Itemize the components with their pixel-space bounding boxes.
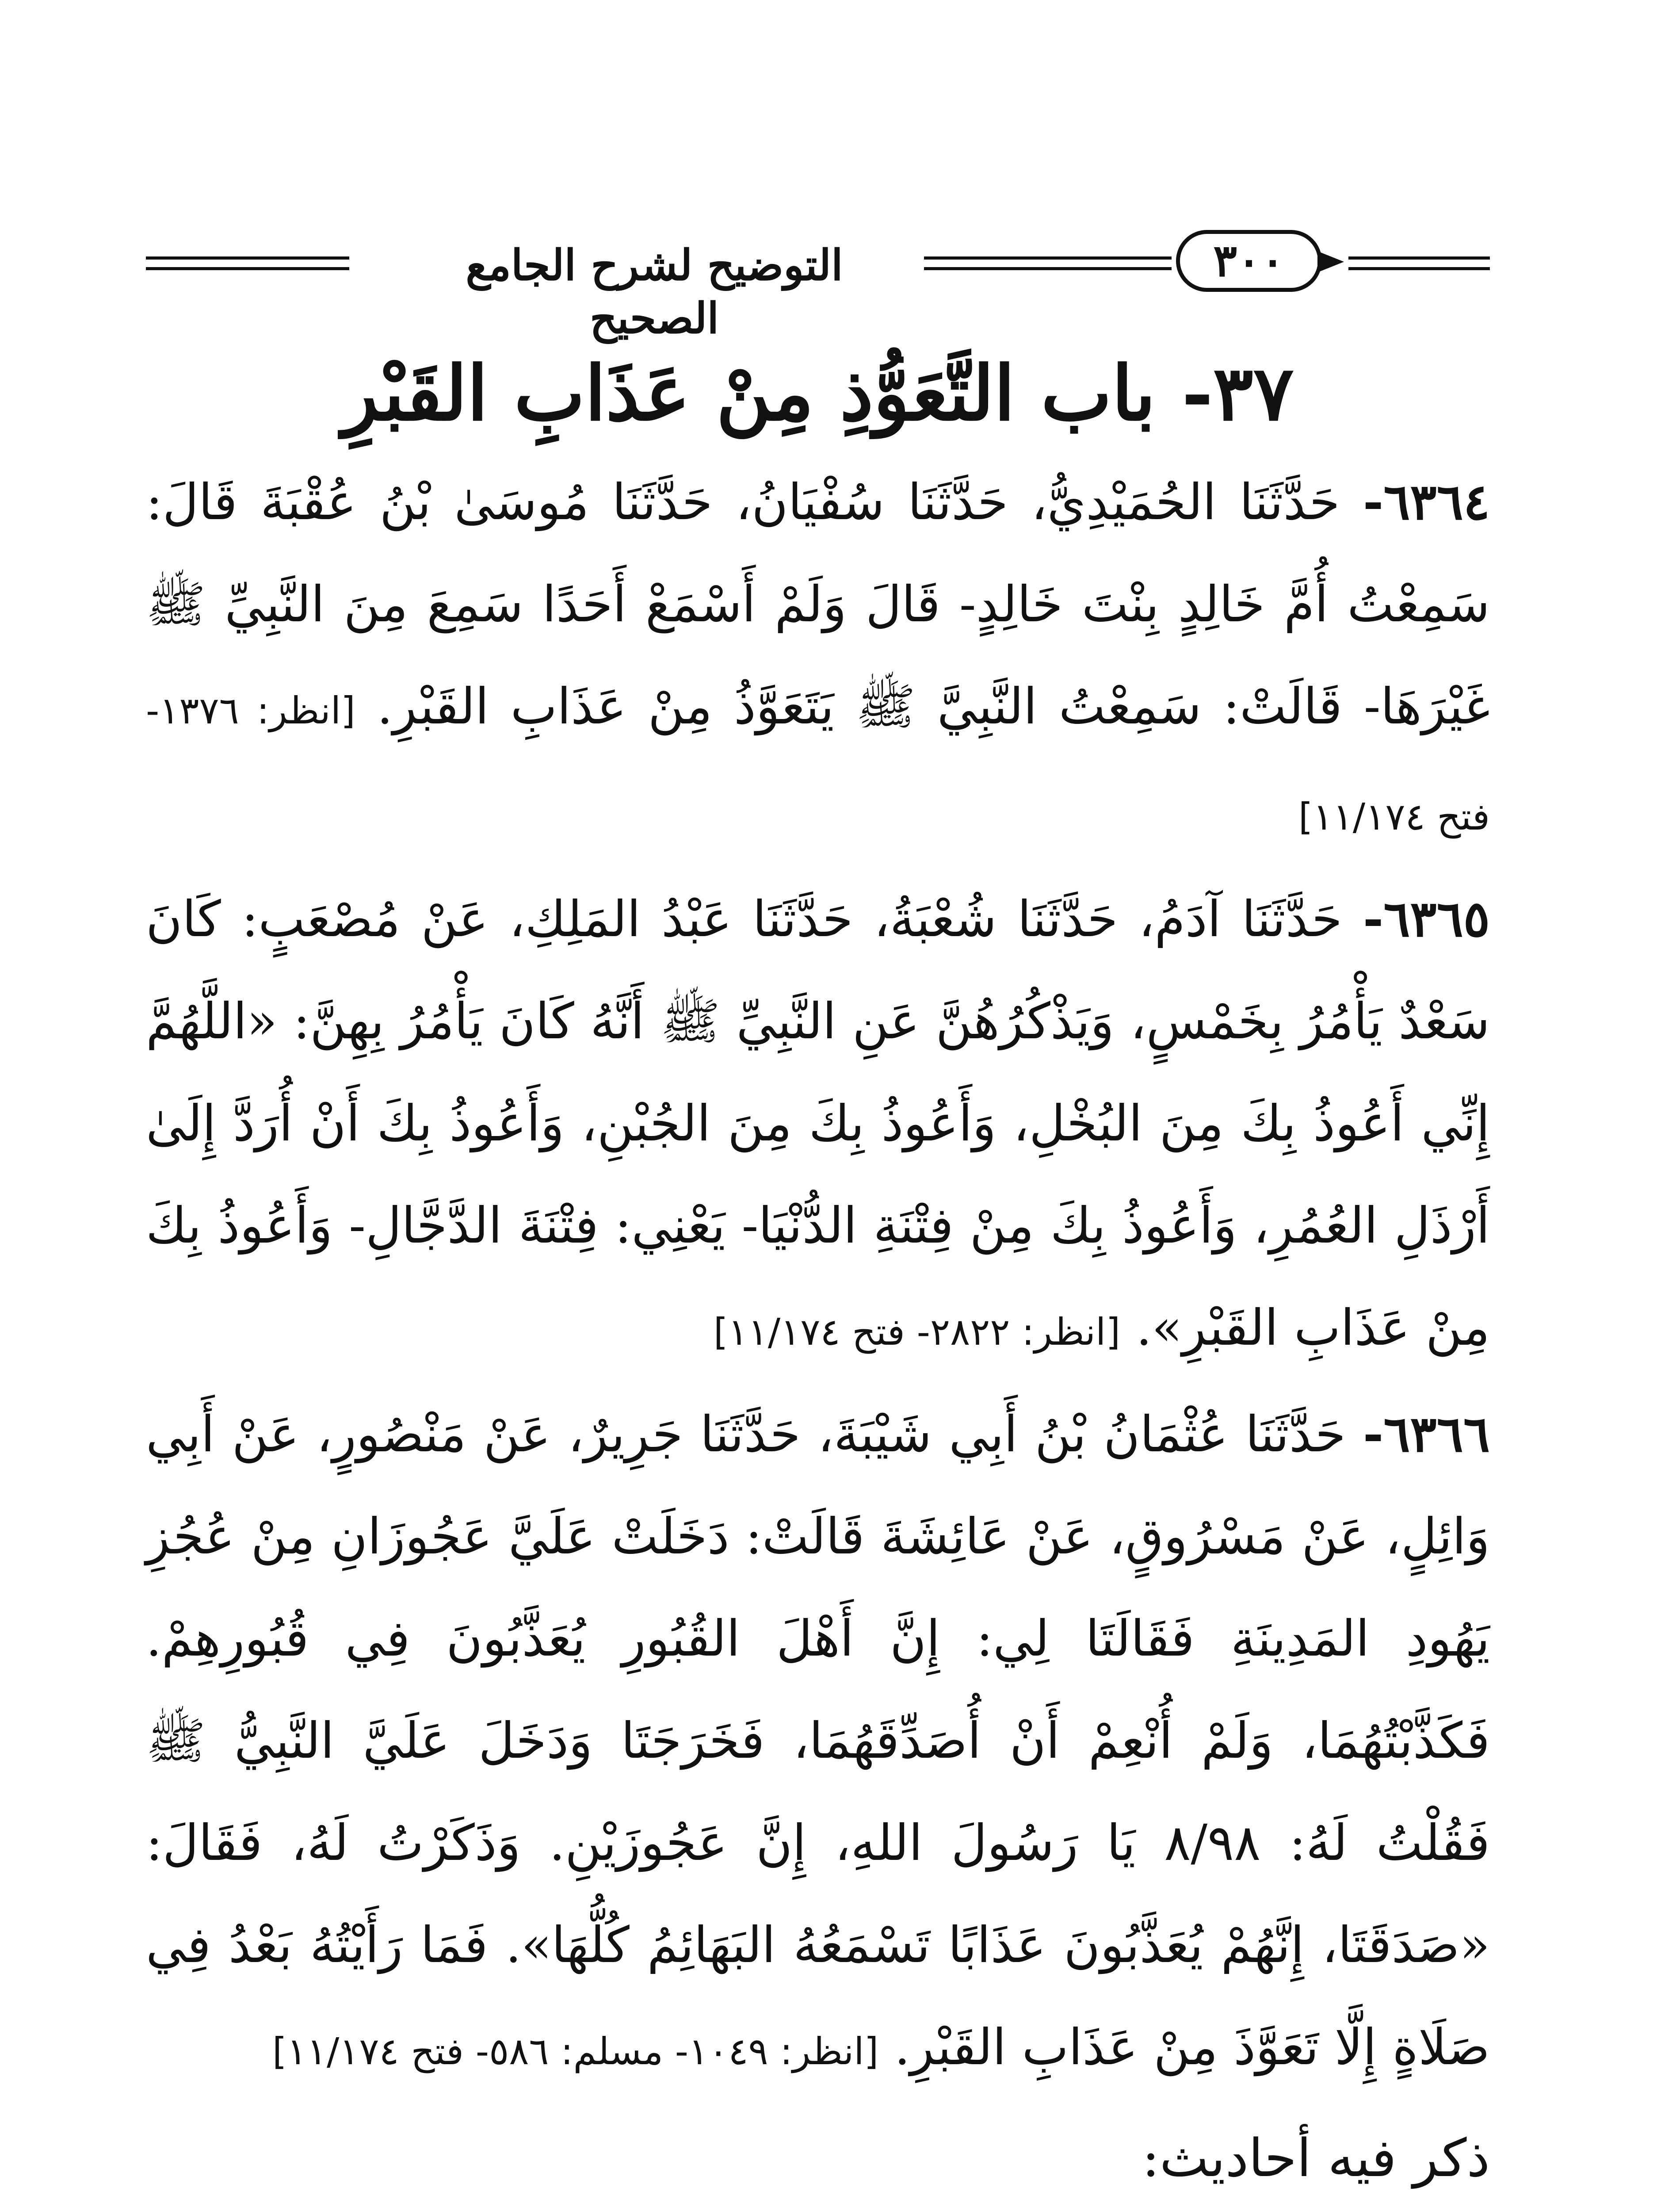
hadith-text: حَدَّثَنَا الحُمَيْدِيُّ، حَدَّثَنَا سُفْيَانُ، حَدَّثَنَا مُوسَىٰ بْنُ عُقْبَةَ قَالَ: سَمِعْتُ أُمَّ خَالِدٍ بِنْتَ خَالِدٍ- قَالَ وَلَمْ أَسْمَعْ أَحَدًا سَمِعَ مِنَ النَّبِيِّ ﷺ غَيْرَهَا- قَالَتْ: سَمِعْتُ النَّبِيَّ ﷺ يَتَعَوَّذُ مِنْ عَذَابِ القَبْرِ. xyxy=(146,474,1490,735)
page-number: ٣٠٠ xyxy=(1176,230,1322,292)
page-body xyxy=(146,451,1490,2211)
hadith-text: حَدَّثَنَا آدَمُ، حَدَّثَنَا شُعْبَةُ، حَدَّثَنَا عَبْدُ المَلِكِ، عَنْ مُصْعَبٍ: كَانَ سَعْدٌ يَأْمُرُ بِخَمْسٍ، وَيَذْكُرُهُنَّ عَنِ النَّبِيِّ ﷺ أَنَّهُ كَانَ يَأْمُرُ بِهِنَّ: «اللَّهُمَّ إِنِّي أَعُوذُ بِكَ مِنَ البُخْلِ، وَأَعُوذُ بِكَ مِنَ الجُبْنِ، وَأَعُوذُ بِكَ أَنْ أُرَدَّ إِلَىٰ أَرْذَلِ العُمُرِ، وَأَعُوذُ بِكَ مِنْ فِتْنَةِ الدُّنْيَا- يَعْنِي: فِتْنَةَ الدَّجَّالِ- وَأَعُوذُ بِكَ مِنْ عَذَابِ القَبْرِ». xyxy=(146,891,1490,1357)
hadith-reference: [انظر: ١٣٧٦- فتح ١١/١٧٤] xyxy=(146,689,1490,838)
hadith-6366 xyxy=(146,1383,1490,2103)
hadith-number: ٦٣٦٦- xyxy=(1363,1405,1490,1463)
hadith-number: ٦٣٦٤- xyxy=(1363,473,1490,531)
hadith-number: ٦٣٦٥- xyxy=(1363,890,1490,948)
commentary-intro: ذكر فيه أحاديث: xyxy=(1142,2127,1490,2188)
hadith-reference: [انظر: ٢٨٢٢- فتح ١١/١٧٤] xyxy=(713,1310,1121,1354)
page-number-ornament xyxy=(1317,251,1344,272)
hadith-6364 xyxy=(146,451,1490,868)
header-rule-middle xyxy=(924,256,1172,260)
chapter-title: ٣٧- باب التَّعَوُّذِ مِنْ عَذَابِ القَبْرِ xyxy=(342,349,1294,438)
hadith-text: حَدَّثَنَا عُثْمَانُ بْنُ أَبِي شَيْبَةَ، حَدَّثَنَا جَرِيرٌ، عَنْ مَنْصُورٍ، عَنْ أَبِي وَائِلٍ، عَنْ مَسْرُوقٍ، عَنْ عَائِشَةَ قَالَتْ: دَخَلَتْ عَلَيَّ عَجُوزَانِ مِنْ عُجُزِ يَهُودِ المَدِينَةِ فَقَالَتَا لِي: إِنَّ أَهْلَ القُبُورِ يُعَذَّبُونَ فِي قُبُورِهِمْ. فَكَذَّبْتُهُمَا، وَلَمْ أُنْعِمْ أَنْ أُصَدِّقَهُمَا، فَخَرَجَتَا وَدَخَلَ عَلَيَّ النَّبِيُّ ﷺ فَقُلْتُ لَهُ: ٨/٩٨ يَا رَسُولَ اللهِ، إِنَّ عَجُوزَيْنِ. وَذَكَرْتُ لَهُ، فَقَالَ: «صَدَقَتَا، إِنَّهُمْ يُعَذَّبُونَ عَذَابًا تَسْمَعُهُ البَهَائِمُ كُلُّهَا». فَمَا رَأَيْتُهُ بَعْدُ فِي صَلَاةٍ إِلَّا تَعَوَّذَ مِنْ عَذَابِ القَبْرِ. xyxy=(146,1406,1490,2076)
running-title: التوضيح لشرح الجامع الصحيح xyxy=(466,240,843,343)
header-rule-left xyxy=(146,256,349,260)
header-rule-left-2 xyxy=(146,267,349,270)
header-rule-right xyxy=(1348,256,1490,260)
running-header xyxy=(146,221,1490,343)
hadith-6365 xyxy=(146,868,1490,1383)
header-rule-right-2 xyxy=(1348,267,1490,270)
header-rule-middle-2 xyxy=(924,267,1172,270)
hadith-reference: [انظر: ١٠٤٩- مسلم: ٥٨٦- فتح ١١/١٧٤] xyxy=(272,2030,879,2073)
